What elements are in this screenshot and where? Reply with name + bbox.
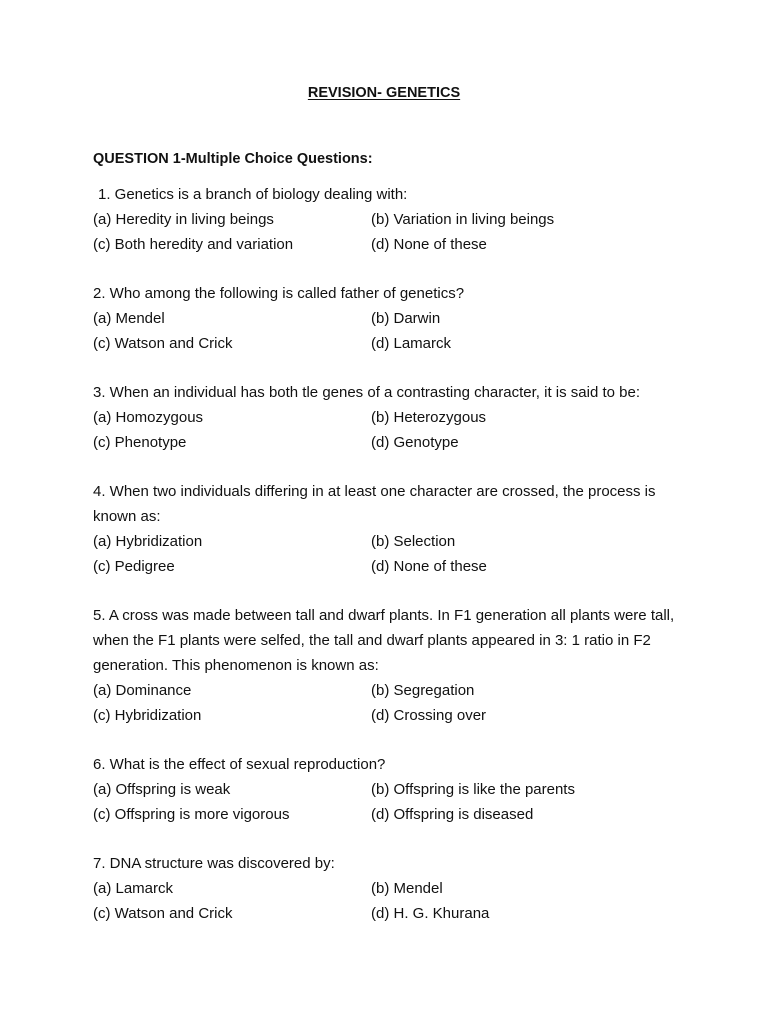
question-text: 7. DNA structure was discovered by: [93, 855, 335, 872]
question-3 [93, 380, 693, 455]
answer-options [93, 529, 693, 579]
option-d: (d) Crossing over [371, 707, 487, 724]
option-b: (b) Heterozygous [371, 409, 487, 426]
option-b: (b) Variation in living beings [371, 211, 555, 228]
option-c: (c) Phenotype [93, 434, 187, 451]
option-d: (d) None of these [371, 236, 487, 253]
page-title: REVISION- GENETICS [307, 85, 461, 101]
option-a: (a) Dominance [93, 682, 192, 699]
option-d: (d) Offspring is diseased [371, 806, 534, 823]
answer-options [93, 405, 693, 455]
option-a: (a) Lamarck [93, 880, 174, 897]
option-c: (c) Pedigree [93, 558, 175, 575]
question-2 [93, 281, 693, 356]
option-c: (c) Both heredity and variation [93, 236, 294, 253]
question-text: 6. What is the effect of sexual reproduction? [93, 756, 386, 773]
section-heading: QUESTION 1-Multiple Choice Questions: [93, 151, 373, 167]
option-a: (a) Homozygous [93, 409, 204, 426]
question-1 [93, 182, 693, 257]
answer-options [93, 876, 693, 926]
question-list [93, 182, 693, 950]
option-a: (a) Mendel [93, 310, 165, 327]
question-text: 3. When an individual has both tle genes of a contrasting character, it is said to be: [93, 384, 640, 401]
question-4 [93, 479, 693, 579]
option-d: (d) H. G. Khurana [371, 905, 490, 922]
option-a: (a) Hybridization [93, 533, 203, 550]
option-c: (c) Hybridization [93, 707, 202, 724]
option-c: (c) Watson and Crick [93, 905, 233, 922]
option-d: (d) Genotype [371, 434, 459, 451]
option-d: (d) Lamarck [371, 335, 452, 352]
answer-options [93, 207, 693, 257]
option-b: (b) Offspring is like the parents [371, 781, 575, 798]
answer-options [93, 678, 693, 728]
question-6 [93, 752, 693, 827]
option-b: (b) Darwin [371, 310, 441, 327]
option-b: (b) Mendel [371, 880, 443, 897]
option-d: (d) None of these [371, 558, 487, 575]
question-text: 4. When two individuals differing in at least one character are crossed, the process is known as: [93, 483, 656, 525]
option-c: (c) Watson and Crick [93, 335, 233, 352]
question-7 [93, 851, 693, 926]
question-text: 5. A cross was made between tall and dwarf plants. In F1 generation all plants were tall, when the F1 plants were selfed, the tall and dwarf plants appeared in 3: 1 ratio in F2 generation. This phenomenon is known as: [93, 607, 675, 674]
answer-options [93, 306, 693, 356]
option-c: (c) Offspring is more vigorous [93, 806, 290, 823]
option-b: (b) Segregation [371, 682, 475, 699]
answer-options [93, 777, 693, 827]
question-text: 2. Who among the following is called father of genetics? [93, 285, 465, 302]
option-a: (a) Heredity in living beings [93, 211, 274, 228]
question-text: 1. Genetics is a branch of biology dealing with: [98, 186, 408, 203]
option-a: (a) Offspring is weak [93, 781, 231, 798]
question-5 [93, 603, 693, 728]
option-b: (b) Selection [371, 533, 456, 550]
